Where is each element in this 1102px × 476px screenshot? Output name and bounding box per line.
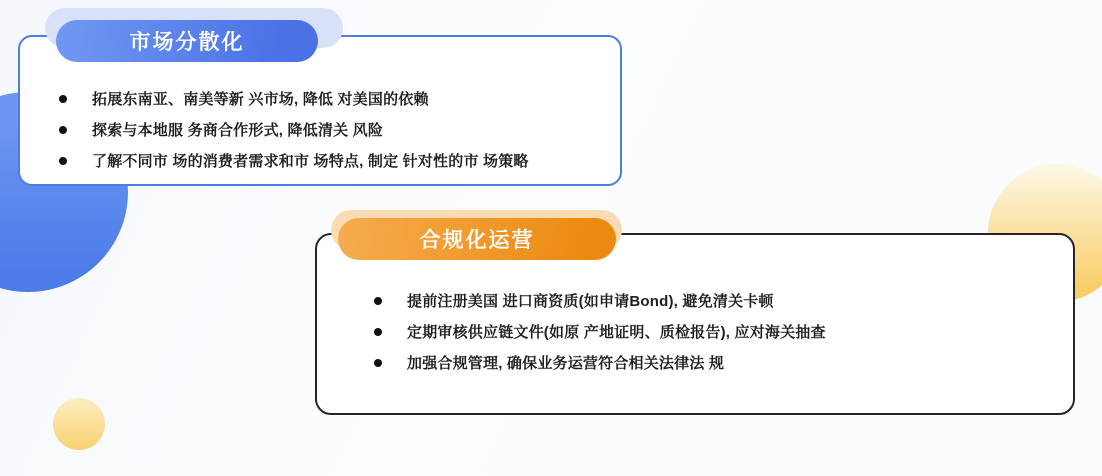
bullet-text: 拓展东南亚、南美等新 兴市场, 降低 对美国的依赖 (92, 91, 429, 108)
bullet-text: 探索与本地服 务商合作形式, 降低清关 风险 (92, 122, 384, 139)
card-title: 合规化运营 (419, 229, 535, 252)
bullet-text: 加强合规管理, 确保业务运营符合相关法律法 规 (407, 355, 725, 372)
bullet-item (59, 114, 529, 145)
bullet-dot-icon (59, 126, 67, 134)
card-compliance-operations (315, 233, 1075, 415)
bullet-list-compliance (374, 285, 826, 378)
bullet-item (374, 316, 826, 347)
bullet-text: 了解不同市 场的消费者需求和市 场特点, 制定 针对性的市 场策略 (92, 153, 529, 170)
bullet-item (59, 83, 529, 114)
card-header-market (56, 20, 318, 62)
small-yellow-circle-decoration (53, 398, 105, 450)
bullet-item (374, 285, 826, 316)
card-header-compliance (338, 218, 616, 260)
bullet-item (59, 145, 529, 176)
bullet-dot-icon (374, 359, 382, 367)
bullet-dot-icon (59, 157, 67, 165)
bullet-text: 定期审核供应链文件(如原 产地证明、质检报告), 应对海关抽查 (407, 324, 826, 341)
bullet-item (374, 347, 826, 378)
card-title: 市场分散化 (129, 31, 245, 54)
bullet-text: 提前注册美国 进口商资质(如申请Bond), 避免清关卡顿 (407, 293, 774, 310)
bullet-dot-icon (374, 297, 382, 305)
bullet-dot-icon (374, 328, 382, 336)
bullet-list-market (59, 83, 529, 176)
bullet-dot-icon (59, 95, 67, 103)
